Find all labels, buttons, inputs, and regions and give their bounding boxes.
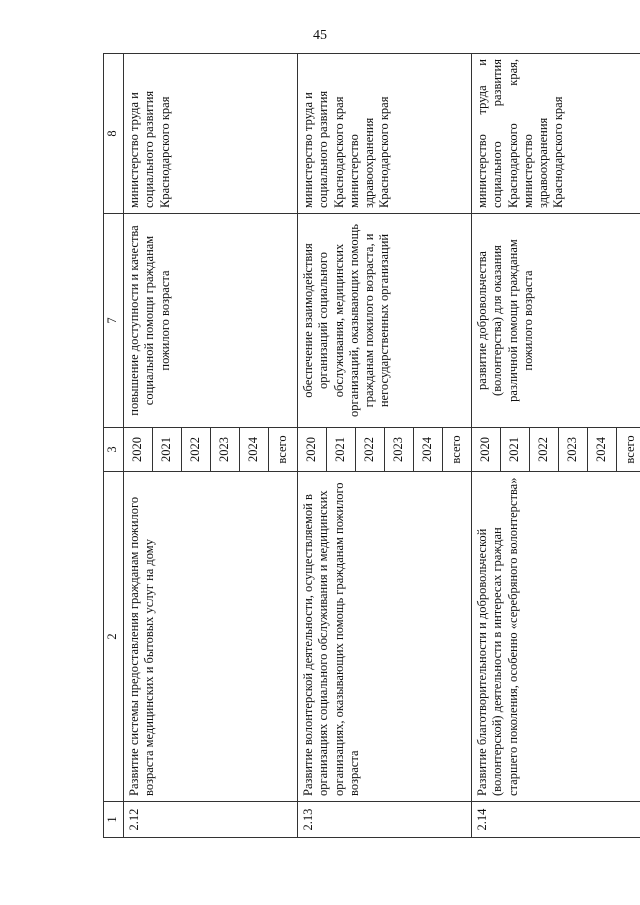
row-responsible: министерство труда и социального развития Краснодарского края, министерство здравоохранения Краснодарского края [472, 54, 640, 214]
page-number: 45 [313, 28, 327, 43]
year-cell: 2021 [501, 428, 530, 471]
row-result: обеспечение взаимодействия организаций социального обслуживания, медицинских организаций, оказывающих помощь гражданам пожилого возраста, и негосударственных организаций [298, 214, 472, 428]
year-cell: 2020 [478, 437, 493, 462]
row-responsible: министерство труда и социального развития Краснодарского края министерство здравоохранения Краснодарского края [298, 54, 472, 214]
year-cell: 2020 [304, 437, 319, 462]
column-header-3: 3 [104, 428, 124, 472]
row-result: развитие добровольчества (волонтерства) для оказания различной помощи гражданам пожилого возраста [472, 214, 640, 428]
row-years [124, 428, 298, 472]
rotated-table-frame [103, 54, 638, 838]
column-header-8: 8 [104, 54, 124, 214]
row-responsible: министерство труда и социального развития Краснодарского края [124, 54, 298, 214]
year-total-cell: всего [617, 428, 640, 471]
year-cell: 2024 [240, 428, 269, 471]
column-header-1: 1 [104, 802, 124, 838]
column-header-7: 7 [104, 214, 124, 428]
year-cell: 2022 [356, 428, 385, 471]
row-description: Развитие системы предоставления гражданам пожилого возраста медицинских и бытовых услуг на дому [124, 472, 298, 802]
row-years [472, 428, 640, 472]
year-cell: 2023 [385, 428, 414, 471]
row-result: повышение доступности и качества социальной помощи гражданам пожилого возраста [124, 214, 298, 428]
year-cell: 2024 [588, 428, 617, 471]
year-cell: 2021 [153, 428, 182, 471]
program-measures-table [103, 53, 640, 838]
year-total-cell: всего [443, 428, 472, 471]
table-row [298, 54, 472, 838]
row-number: 2.14 [472, 802, 640, 838]
year-cell: 2021 [327, 428, 356, 471]
row-number: 2.12 [124, 802, 298, 838]
column-number-row [104, 54, 124, 838]
year-total-cell: всего [269, 428, 298, 471]
row-years [298, 428, 472, 472]
year-cell: 2023 [559, 428, 588, 471]
year-cell: 2022 [182, 428, 211, 471]
row-description: Развитие благотворительности и добровольческой (волонтерской) деятельности в интересах граждан старшего поколения, особенно «серебряного волонтерства» [472, 472, 640, 802]
year-cell: 2020 [130, 437, 145, 462]
row-description: Развитие волонтерской деятельности, осуществляемой в организациях социального обслуживания и медицинских организациях, оказывающих помощь гражданам пожилого возраста [298, 472, 472, 802]
table-row [472, 54, 640, 838]
year-cell: 2024 [414, 428, 443, 471]
year-cell: 2022 [530, 428, 559, 471]
table-row [124, 54, 298, 838]
column-header-2: 2 [104, 472, 124, 802]
year-cell: 2023 [211, 428, 240, 471]
row-number: 2.13 [298, 802, 472, 838]
